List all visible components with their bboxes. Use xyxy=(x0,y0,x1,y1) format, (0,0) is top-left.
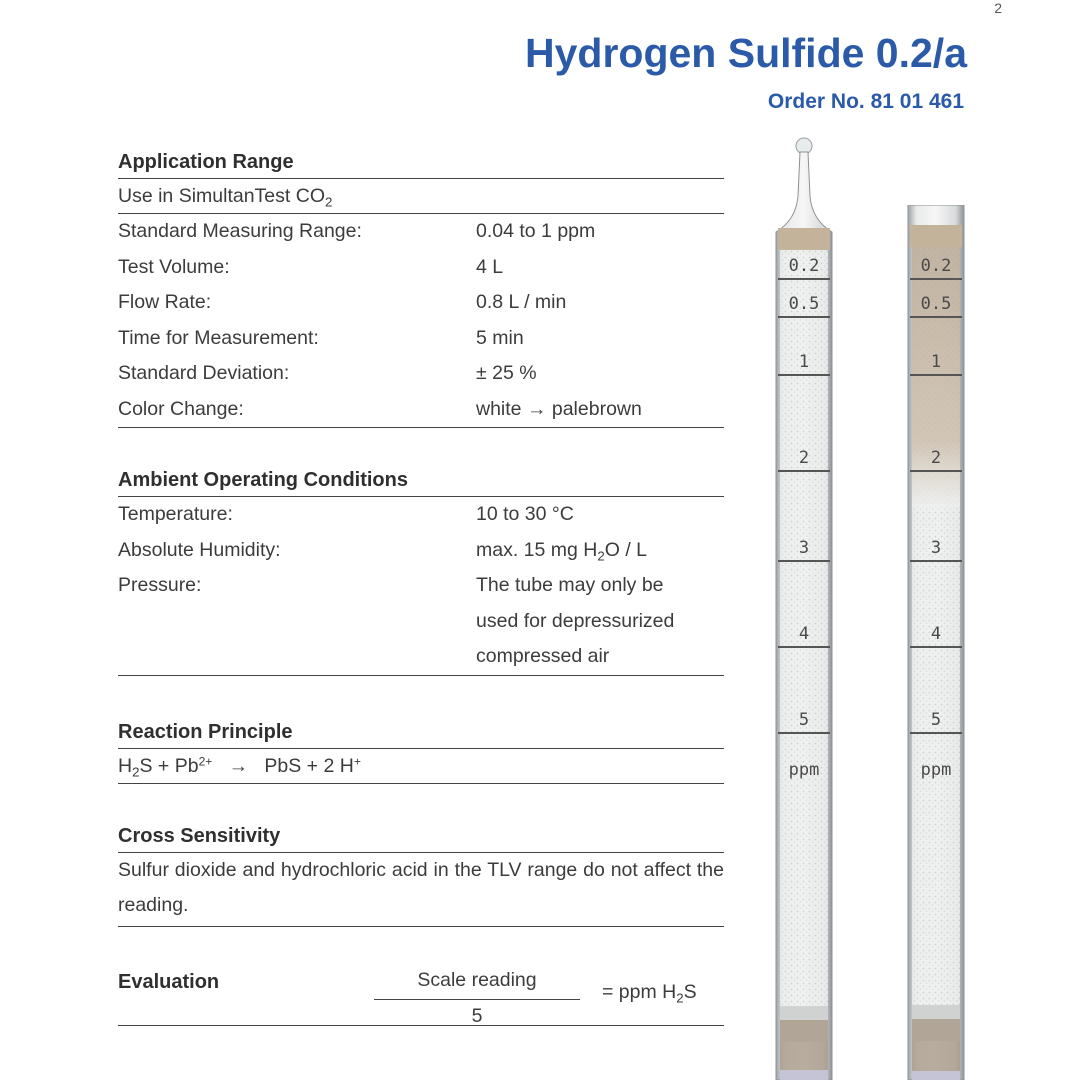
use-in-line xyxy=(118,179,724,214)
humidity-label: Absolute Humidity: xyxy=(118,538,281,561)
spec-value: ± 25 % xyxy=(476,362,537,384)
spec-label: Flow Rate: xyxy=(118,291,212,313)
fraction-bar xyxy=(374,999,580,1000)
scale-tick-line xyxy=(910,470,962,472)
spec-row xyxy=(118,497,724,533)
humidity-post: O / L xyxy=(604,538,648,561)
spec-row xyxy=(118,604,724,640)
spec-row xyxy=(118,568,724,604)
reaction-s-pb: S + Pb xyxy=(139,754,199,777)
ambient-section xyxy=(118,464,724,676)
page-title: Hydrogen Sulfide 0.2/a xyxy=(525,30,967,76)
temperature-value: 10 to 30 °C xyxy=(476,503,574,525)
spec-value: 0.04 to 1 ppm xyxy=(476,220,596,242)
evaluation-section xyxy=(118,963,724,1026)
evaluation-result-pre: = ppm H xyxy=(602,980,677,1003)
scale-tick-line xyxy=(910,316,962,318)
evaluation-label: Evaluation xyxy=(118,970,220,993)
scale-tick-label: 3 xyxy=(798,538,810,558)
scale-tick-label: 4 xyxy=(798,624,810,644)
reaction-pb-charge: 2+ xyxy=(198,753,213,768)
scale-tick-label: 5 xyxy=(798,710,810,730)
scale-tick-line xyxy=(778,316,830,318)
reaction-pbs: PbS + 2 H xyxy=(264,754,354,777)
scale-tick-label: 0.2 xyxy=(788,256,820,276)
scale-tick-line xyxy=(778,470,830,472)
order-number: Order No. 81 01 461 xyxy=(767,90,964,113)
reaction-h: H xyxy=(118,754,133,777)
scale-tick-label: 2 xyxy=(798,448,810,468)
humidity-value xyxy=(476,533,724,569)
cross-sensitivity-heading: Cross Sensitivity xyxy=(118,820,724,853)
evaluation-result-subscript: 2 xyxy=(676,990,684,1006)
scale-unit-label: ppm xyxy=(920,760,952,780)
scale-tick-line xyxy=(778,560,830,562)
pressure-label: Pressure: xyxy=(118,574,202,596)
pressure-line-1: The tube may only be xyxy=(476,574,664,596)
scale-tick-line xyxy=(778,374,830,376)
scale-tick-label: 4 xyxy=(930,624,942,644)
scale-tick-label: 0.5 xyxy=(788,294,820,314)
spec-value: white → palebrown xyxy=(476,397,642,420)
application-range-heading: Application Range xyxy=(118,146,724,179)
application-range-section xyxy=(118,146,724,428)
spec-row xyxy=(118,285,724,321)
spec-label: Standard Measuring Range: xyxy=(118,220,362,242)
spec-value: 5 min xyxy=(476,326,524,349)
spec-label: Test Volume: xyxy=(118,255,230,278)
spec-row xyxy=(118,356,724,392)
humidity-pre: max. 15 mg H xyxy=(476,538,598,561)
spec-row xyxy=(118,639,724,675)
temperature-label: Temperature: xyxy=(118,503,233,525)
cross-sensitivity-text: Sulfur dioxide and hydrochloric acid in the TLV range do not affect the reading. xyxy=(118,853,724,927)
cross-sensitivity-section xyxy=(118,820,724,927)
scale-tick-label: 0.2 xyxy=(920,256,952,276)
scale-tick-line xyxy=(778,278,830,280)
reaction-section xyxy=(118,716,724,784)
scale-tick-line xyxy=(910,732,962,734)
scale-unit-label: ppm xyxy=(788,760,820,780)
use-in-text: Use in SimultanTest CO xyxy=(118,185,325,207)
spec-row xyxy=(118,214,724,250)
application-range-rows xyxy=(118,214,724,427)
reaction-equation xyxy=(118,749,724,784)
humidity-subscript: 2 xyxy=(597,548,605,564)
evaluation-result-post: S xyxy=(683,980,697,1003)
reaction-h-subscript: 2 xyxy=(132,764,140,780)
scale-tick-label: 3 xyxy=(930,538,942,558)
scale-tick-line xyxy=(910,374,962,376)
scale-tick-label: 5 xyxy=(930,710,942,730)
detector-tube-used xyxy=(904,205,968,1080)
page-corner-number: 2 xyxy=(994,0,1002,16)
scale-tick-label: 1 xyxy=(798,352,810,372)
scale-tick-line xyxy=(778,646,830,648)
reaction-arrow: → xyxy=(228,754,249,777)
evaluation-result xyxy=(602,981,697,1004)
spec-content xyxy=(118,146,724,1026)
scale-tick-label: 2 xyxy=(930,448,942,468)
use-in-subscript: 2 xyxy=(325,194,333,210)
spec-label: Standard Deviation: xyxy=(118,362,290,384)
scale-tick-line xyxy=(778,732,830,734)
ambient-heading: Ambient Operating Conditions xyxy=(118,464,724,497)
spec-row xyxy=(118,392,724,428)
evaluation-denominator: 5 xyxy=(471,1004,483,1027)
spec-value: 4 L xyxy=(476,255,504,278)
scale-tick-line xyxy=(910,278,962,280)
spec-row xyxy=(118,321,724,357)
pressure-line-2: used for depressurized xyxy=(476,609,675,632)
scale-tick-line xyxy=(910,646,962,648)
pressure-line-3: compressed air xyxy=(476,645,610,667)
scale-tick-label: 0.5 xyxy=(920,294,952,314)
spec-label: Color Change: xyxy=(118,397,244,420)
spec-row xyxy=(118,250,724,286)
scale-tick-line xyxy=(910,560,962,562)
reaction-h-charge: + xyxy=(353,753,361,768)
scale-tick-label: 1 xyxy=(930,352,942,372)
spec-value: 0.8 L / min xyxy=(476,291,567,313)
evaluation-numerator: Scale reading xyxy=(417,968,537,991)
spec-row xyxy=(118,533,724,569)
detector-tube-unused xyxy=(772,136,836,1080)
spec-label: Time for Measurement: xyxy=(118,326,319,349)
reaction-heading: Reaction Principle xyxy=(118,716,724,749)
